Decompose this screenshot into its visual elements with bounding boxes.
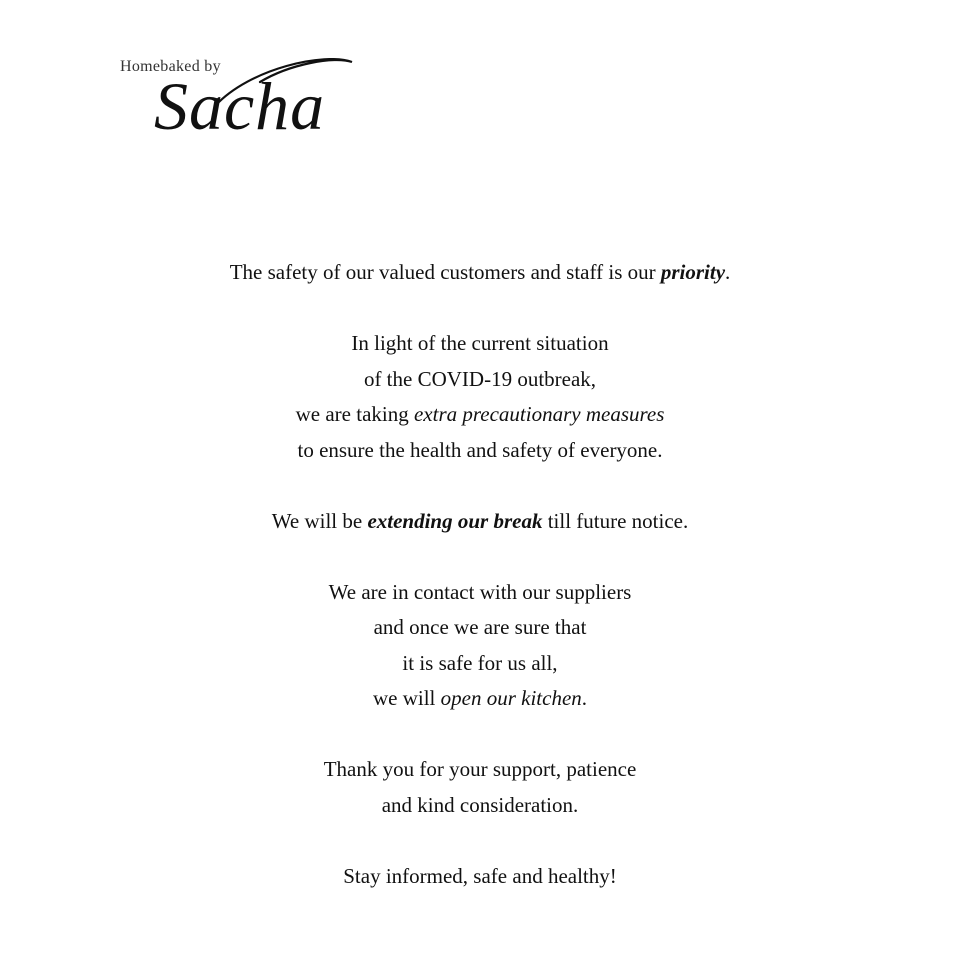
text-fragment: We will be (271, 508, 368, 533)
notice-paragraph-suppliers (0, 575, 960, 717)
notice-line: In light of the current situation (351, 331, 609, 355)
notice-line: Thank you for your support, patience (323, 757, 637, 781)
emphasis-priority: priority (660, 260, 726, 284)
notice-line: of the COVID-19 outbreak, (363, 366, 597, 391)
notice-paragraph-break (0, 504, 960, 540)
emphasis-precautions: extra precautionary measures (413, 402, 665, 426)
emphasis-break: extending our break (367, 508, 543, 533)
text-fragment: we are taking (295, 402, 414, 426)
notice-line (0, 504, 960, 540)
text-fragment: . (581, 686, 588, 710)
notice-line (0, 681, 960, 717)
notice-line: Stay informed, safe and healthy! (343, 863, 617, 888)
logo-tagline: Homebaked by (120, 58, 221, 75)
notice-paragraph-thanks (0, 752, 960, 823)
notice-line: to ensure the health and safety of everyone. (297, 437, 663, 462)
closure-notice (0, 255, 960, 894)
emphasis-kitchen: open our kitchen (440, 686, 582, 710)
text-fragment: . (725, 260, 731, 284)
brand-logo (120, 58, 380, 168)
notice-paragraph-priority (0, 255, 960, 291)
notice-line: We are in contact with our suppliers (328, 579, 632, 604)
logo-name: Sacha (154, 68, 326, 144)
notice-line: and once we are sure that (373, 615, 587, 639)
notice-line: it is safe for us all, (402, 650, 558, 675)
notice-paragraph-signoff (0, 859, 960, 895)
notice-line (0, 255, 960, 291)
text-fragment: The safety of our valued customers and staff is our (229, 260, 661, 284)
notice-line (0, 397, 960, 433)
text-fragment: till future notice. (542, 508, 689, 533)
text-fragment: we will (372, 686, 441, 710)
notice-line: and kind consideration. (381, 792, 579, 817)
notice-paragraph-situation (0, 326, 960, 468)
